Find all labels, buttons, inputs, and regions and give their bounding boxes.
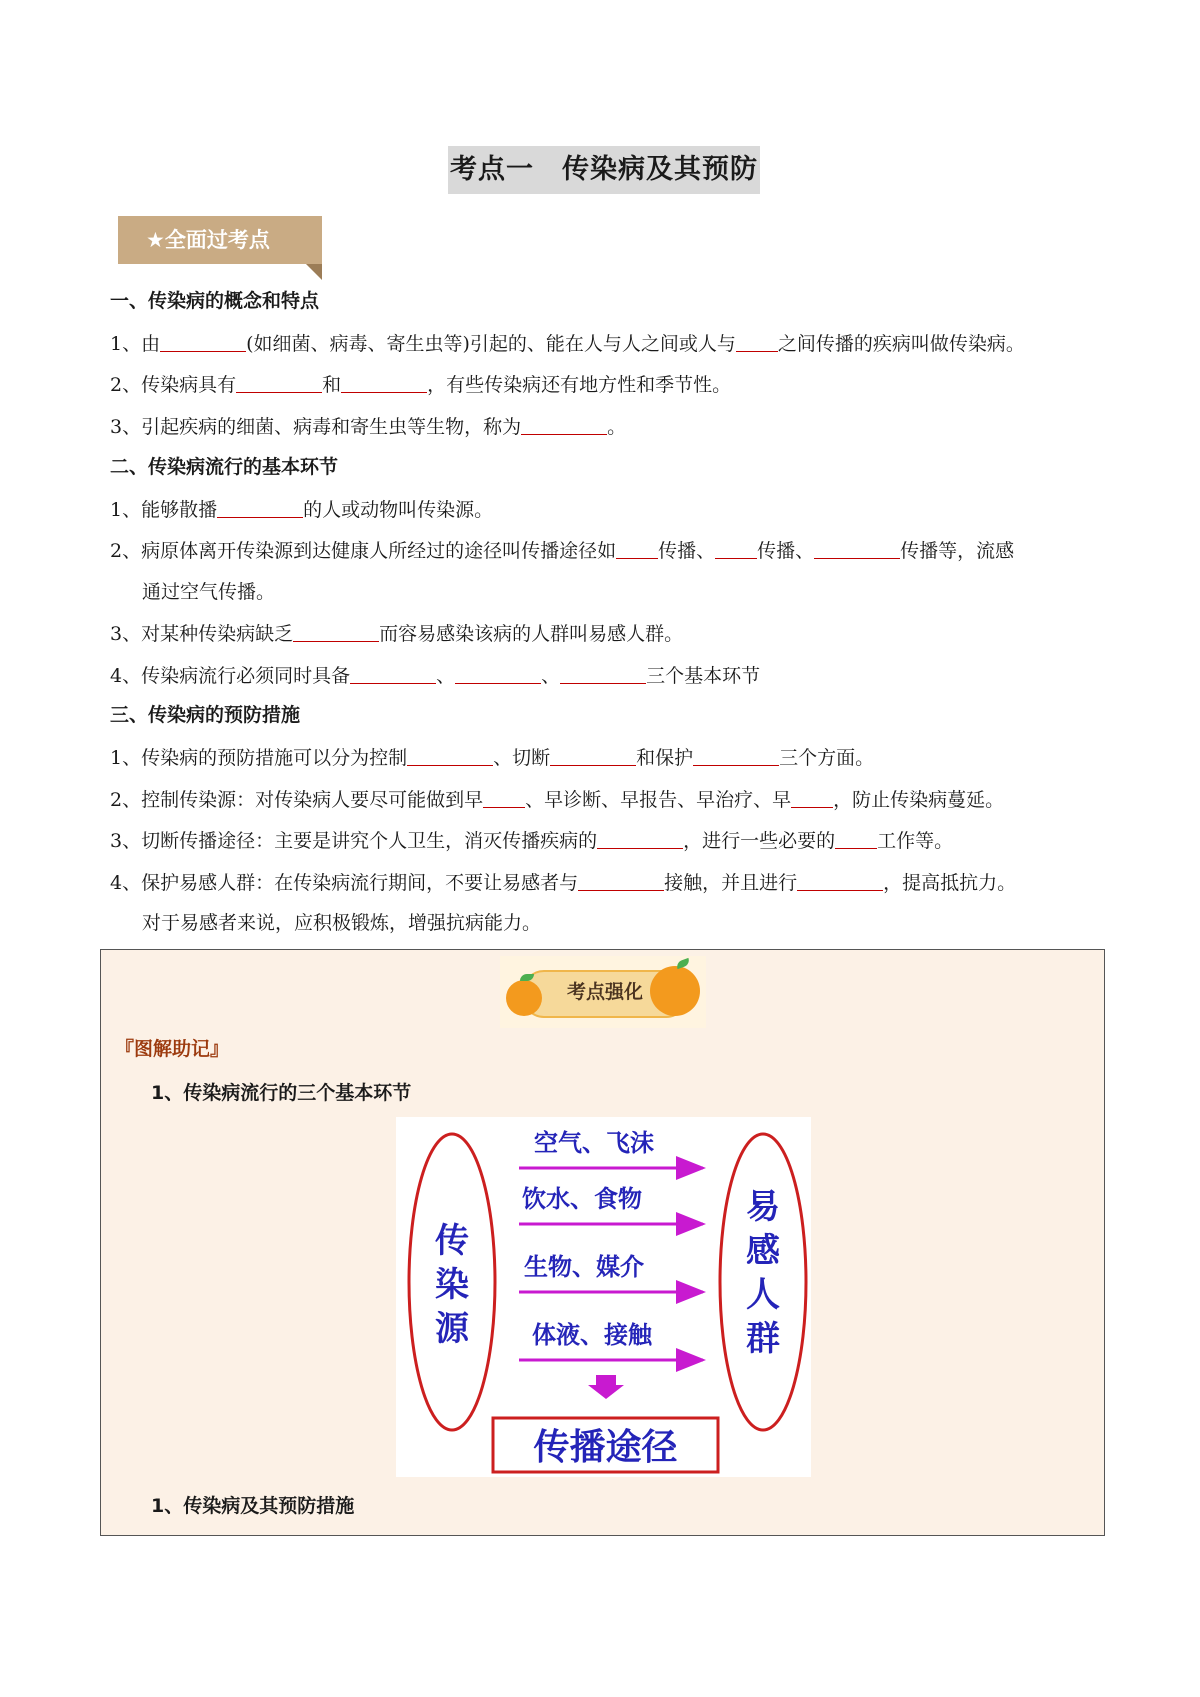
answer-blank[interactable] (814, 538, 900, 559)
susceptible-char: 人 (746, 1275, 780, 1315)
answer-blank[interactable] (341, 372, 427, 393)
diagram-caption: 1、传染病流行的三个基本环节 (151, 1082, 412, 1104)
question-text: 的人或动物叫传染源。 (303, 499, 494, 521)
question-text: 三个方面。 (779, 747, 875, 769)
source-char: 源 (435, 1309, 469, 1349)
question-text: 接触，并且进行 (664, 872, 798, 894)
section-heading: 三、传染病的预防措施 (110, 704, 301, 726)
answer-blank[interactable] (160, 331, 246, 352)
answer-blank[interactable] (217, 497, 303, 518)
answer-blank[interactable] (560, 663, 646, 684)
answer-blank[interactable] (715, 538, 757, 559)
question-text: 1、由 (110, 333, 161, 355)
answer-blank[interactable] (407, 745, 493, 766)
page-title: 考点一 传染病及其预防 (448, 146, 760, 194)
answer-blank[interactable] (791, 787, 833, 808)
susceptible-char: 易 (746, 1187, 780, 1227)
question-text: 三个基本环节 (646, 665, 761, 687)
section-heading: 一、传染病的概念和特点 (110, 290, 320, 312)
question-line (110, 621, 683, 646)
question-text: ，防止传染病蔓延。 (833, 789, 1005, 811)
transmission-route-label: 传播途径 (533, 1426, 678, 1468)
question-line (110, 497, 493, 522)
answer-blank[interactable] (455, 663, 541, 684)
question-text: ，进行一些必要的 (683, 830, 836, 852)
answer-blank[interactable] (550, 745, 636, 766)
answer-blank[interactable] (293, 621, 379, 642)
question-text: 和保护 (636, 747, 694, 769)
question-line (110, 414, 626, 439)
route-label: 饮水、食物 (522, 1184, 642, 1213)
question-line (110, 787, 1004, 812)
question-text: 传播、 (757, 540, 815, 562)
question-text: ，有些传染病还有地方性和季节性。 (427, 374, 732, 396)
question-text: 3、引起疾病的细菌、病毒和寄生虫等生物，称为 (110, 416, 522, 438)
source-char: 染 (435, 1265, 469, 1305)
question-line (142, 911, 541, 935)
question-text: 而容易感染该病的人群叫易感人群。 (379, 623, 684, 645)
answer-blank[interactable] (835, 828, 877, 849)
question-text: 3、切断传播途径：主要是讲究个人卫生，消灭传播疾病的 (110, 830, 598, 852)
question-text: 2、控制传染源：对传染病人要尽可能做到早 (110, 789, 484, 811)
answer-blank[interactable] (797, 870, 883, 891)
question-text: 、早诊断、早报告、早治疗、早 (525, 789, 792, 811)
question-line (110, 663, 760, 688)
answer-blank[interactable] (693, 745, 779, 766)
susceptible-char: 感 (746, 1231, 780, 1271)
question-text: 和 (322, 374, 342, 396)
answer-blank[interactable] (597, 828, 683, 849)
answer-blank[interactable] (736, 331, 778, 352)
question-text: ，提高抵抗力。 (883, 872, 1017, 894)
question-text: 、切断 (493, 747, 551, 769)
question-text: 3、对某种传染病缺乏 (110, 623, 294, 645)
question-text: 传播等，流感 (900, 540, 1015, 562)
question-line (110, 828, 953, 853)
answer-blank[interactable] (236, 372, 322, 393)
answer-blank[interactable] (521, 414, 607, 435)
question-text: 2、传染病具有 (110, 374, 237, 396)
section-ribbon: ★全面过考点 (118, 216, 322, 264)
transmission-diagram (396, 1117, 811, 1477)
route-label: 空气、飞沫 (534, 1128, 654, 1157)
question-text: 1、能够散播 (110, 499, 218, 521)
section-heading: 二、传染病流行的基本环节 (110, 456, 339, 478)
question-line (110, 331, 1025, 356)
question-line (110, 538, 1014, 563)
question-text: 1、传染病的预防措施可以分为控制 (110, 747, 408, 769)
route-label: 体液、接触 (532, 1320, 652, 1349)
question-text: 对于易感者来说，应积极锻炼，增强抗病能力。 (142, 912, 542, 934)
review-badge: 考点强化 (500, 956, 706, 1028)
question-text: 之间传播的疾病叫做传染病。 (777, 333, 1025, 355)
question-text: 。 (607, 416, 627, 438)
answer-blank[interactable] (578, 870, 664, 891)
measures-caption: 1、传染病及其预防措施 (151, 1495, 355, 1517)
question-text: 、 (541, 665, 561, 687)
question-text: 4、传染病流行必须同时具备 (110, 665, 351, 687)
question-text: 2、病原体离开传染源到达健康人所经过的途径叫传播途径如 (110, 540, 617, 562)
route-label: 生物、媒介 (524, 1252, 644, 1281)
question-line (110, 745, 874, 770)
source-char: 传 (435, 1221, 469, 1261)
question-text: 传播、 (658, 540, 716, 562)
question-line (110, 372, 731, 397)
answer-blank[interactable] (616, 538, 658, 559)
susceptible-char: 群 (746, 1319, 780, 1359)
tip-label: 『图解助记』 (115, 1038, 230, 1060)
question-text: 通过空气传播。 (142, 581, 276, 603)
review-box (100, 949, 1105, 1536)
question-text: 工作等。 (877, 830, 954, 852)
answer-blank[interactable] (483, 787, 525, 808)
question-line (142, 580, 275, 604)
question-line (110, 870, 1016, 895)
question-text: (如细菌、病毒、寄生虫等)引起的、能在人与人之间或人与 (246, 333, 736, 355)
question-text: 、 (436, 665, 456, 687)
answer-blank[interactable] (350, 663, 436, 684)
question-text: 4、保护易感人群：在传染病流行期间，不要让易感者与 (110, 872, 579, 894)
